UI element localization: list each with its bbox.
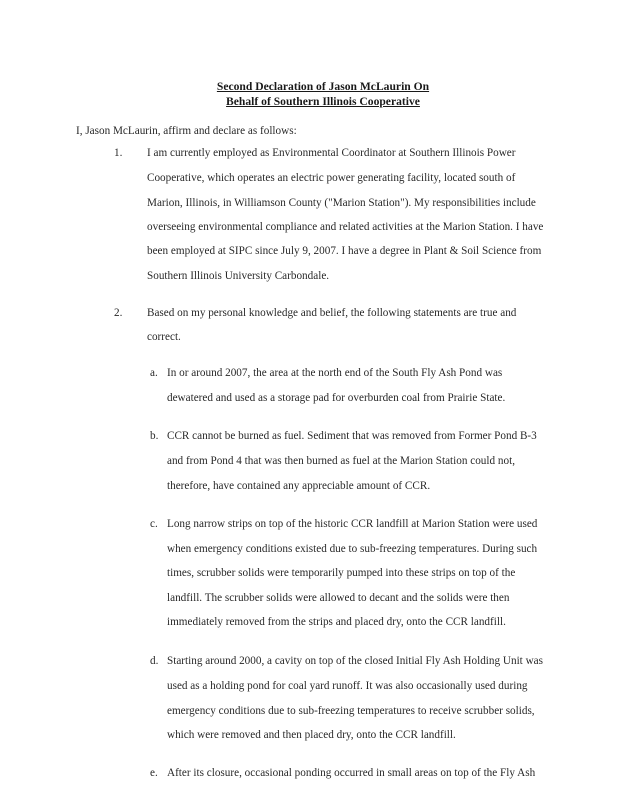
paragraph-line: Southern Illinois University Carbondale. — [147, 270, 330, 282]
subparagraph-line: In or around 2007, the area at the north end of the South Fly Ash Pond was — [167, 367, 503, 379]
subparagraph-line: dewatered and used as a storage pad for overburden coal from Prairie State. — [167, 392, 506, 404]
document-title-line-1: Second Declaration of Jason McLaurin On — [216, 80, 430, 93]
paragraph-line: Based on my personal knowledge and belief, the following statements are true and — [147, 307, 517, 319]
subparagraph-line: Starting around 2000, a cavity on top of the closed Initial Fly Ash Holding Unit was — [167, 655, 543, 667]
subparagraph-line: times, scrubber solids were temporarily pumped into these strips on top of the — [167, 567, 516, 579]
subparagraph-line: therefore, have contained any appreciable amount of CCR. — [167, 480, 431, 492]
paragraph-number: 1. — [114, 147, 123, 159]
paragraph-line: Cooperative, which operates an electric power generating facility, located south of — [147, 172, 516, 184]
subparagraph-line: Long narrow strips on top of the historic CCR landfill at Marion Station were used — [167, 518, 538, 530]
paragraph-line: correct. — [147, 331, 181, 343]
paragraph-line: overseeing environmental compliance and related activities at the Marion Station. I have — [147, 221, 544, 233]
subparagraph-letter: e. — [150, 767, 158, 779]
subparagraph-line: when emergency conditions existed due to sub-freezing temperatures. During such — [167, 543, 538, 555]
subparagraph-letter: a. — [150, 367, 158, 379]
subparagraph-letter: b. — [150, 430, 159, 442]
subparagraph-letter: d. — [150, 655, 159, 667]
subparagraph-line: immediately removed from the strips and placed dry, onto the CCR landfill. — [167, 616, 506, 628]
subparagraph-line: and from Pond 4 that was then burned as fuel at the Marion Station could not, — [167, 455, 515, 467]
paragraph-number: 2. — [114, 307, 123, 319]
subparagraph-letter: c. — [150, 518, 158, 530]
paragraph-line: Marion, Illinois, in Williamson County ("Marion Station"). My responsibilities include — [147, 197, 536, 209]
subparagraph-line: CCR cannot be burned as fuel. Sediment that was removed from Former Pond B-3 — [167, 430, 537, 442]
intro-statement: I, Jason McLaurin, affirm and declare as follows: — [76, 125, 297, 137]
paragraph-line: been employed at SIPC since July 9, 2007. I have a degree in Plant & Soil Science from — [147, 245, 542, 257]
subparagraph-line: After its closure, occasional ponding occurred in small areas on top of the Fly Ash — [167, 767, 536, 779]
paragraph-line: I am currently employed as Environmental Coordinator at Southern Illinois Power — [147, 147, 516, 159]
subparagraph-line: landfill. The scrubber solids were allowed to decant and the solids were then — [167, 592, 510, 604]
subparagraph-line: emergency conditions due to sub-freezing temperatures to receive scrubber solids, — [167, 705, 535, 717]
document-title-line-2: Behalf of Southern Illinois Cooperative — [226, 95, 420, 108]
subparagraph-line: which were removed and then placed dry, onto the CCR landfill. — [167, 729, 456, 741]
subparagraph-line: used as a holding pond for coal yard runoff. It was also occasionally used during — [167, 680, 528, 692]
